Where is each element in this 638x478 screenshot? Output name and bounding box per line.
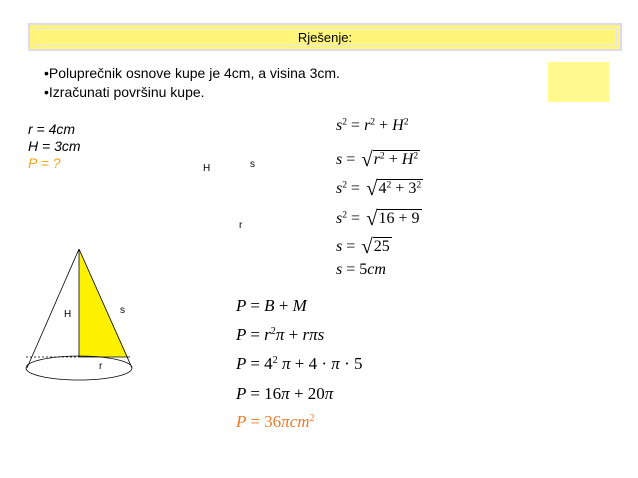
label-radius-top: r — [239, 220, 243, 231]
label-slant-cone: s — [120, 305, 125, 316]
equation-p-result: P = 36πcm$^2$ — [236, 412, 315, 431]
equation-s-sum: $s^2 = √16 + 9$ — [336, 207, 420, 230]
label-slant-top: s — [250, 159, 255, 170]
label-height-top: H — [203, 163, 211, 174]
equation-p-formula: P = B + M — [236, 296, 307, 315]
equation-s-25: s = √25 — [336, 235, 390, 258]
equation-p-substituted: $P = 4^2$ π + 4 · π · 5 — [236, 354, 363, 373]
solution-title: Rješenje: — [297, 29, 353, 45]
equation-s-root: $s = √r^2 + H^2$ — [336, 148, 419, 171]
equation-s-squared: $s^2 = r^2 + H^2$ — [336, 116, 409, 134]
unknown-area: P = ? — [28, 155, 61, 171]
equation-s-substituted: $s^2 = √4^2 + 3^2$ — [336, 177, 422, 200]
equation-s-result: s = 5cm — [336, 261, 386, 278]
given-height: H = 3cm — [28, 138, 81, 154]
cone-base-ellipse — [26, 356, 132, 380]
label-radius-cone: r — [99, 361, 103, 372]
equation-p-simplified: P = 16π + 20π — [236, 384, 334, 403]
equation-p-expanded: $P = r^2\pi + r\pi s$ — [236, 325, 325, 344]
bullet-compute-area: •Izračunati površinu kupe. — [44, 84, 205, 100]
given-radius: r = 4cm — [28, 121, 76, 137]
bullet-radius-height: •Poluprečnik osnove kupe je 4cm, a visina 3cm. — [44, 65, 340, 81]
label-height-cone: H — [64, 309, 72, 320]
